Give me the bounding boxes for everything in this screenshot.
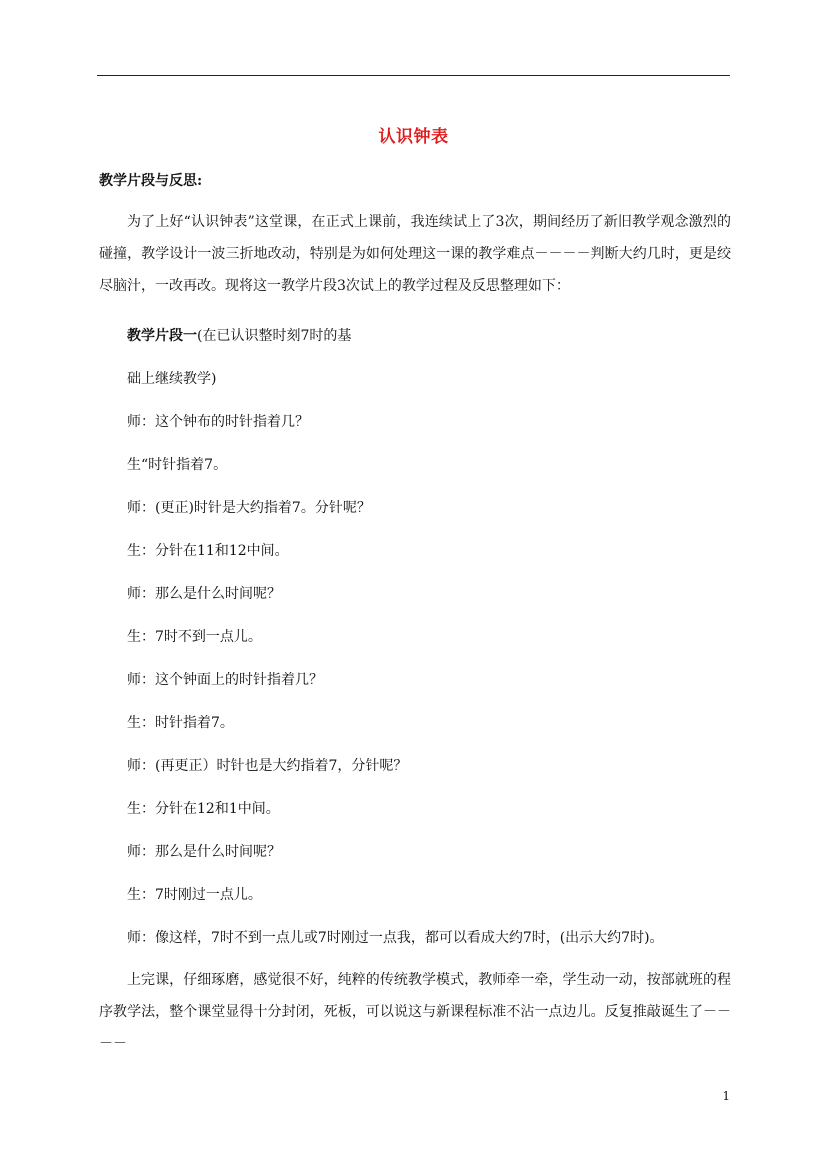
- segment-heading: [99, 325, 351, 345]
- header-rule: [97, 75, 730, 76]
- dialogue-line: 师：那么是什么时间呢？: [127, 586, 281, 602]
- document-title: 认识钟表: [378, 127, 449, 147]
- dialogue-line: 师：像这样，7时不到一点儿或7时刚过一点我，都可以看成大约7时，(出示大约7时)。: [127, 930, 664, 946]
- dialogue-line: 生：7时不到一点儿。: [127, 629, 262, 645]
- dialogue-line: 师：(再更正）时针也是大约指着7，分针呢？: [127, 758, 408, 774]
- segment-label: 教学片段一: [127, 328, 197, 344]
- dialogue-line: 生：时针指着7。: [127, 715, 234, 731]
- dialogue-line: 生：7时刚过一点儿。: [127, 887, 262, 903]
- dialogue-line: 师：这个钟布的时针指着几？: [127, 414, 309, 430]
- dialogue-line: 生“时针指着7。: [127, 457, 228, 473]
- page-number: 1: [722, 1089, 730, 1103]
- dialogue-line: 师：这个钟面上的时针指着几？: [127, 672, 323, 688]
- dialogue-line: 生：分针在11和12中间。: [127, 543, 289, 559]
- dialogue-line: 师：那么是什么时间呢？: [127, 844, 281, 860]
- dialogue-line: 师：(更正)时针是大约指着7。分针呢？: [127, 500, 371, 516]
- reflection-paragraph: 上完课，仔细琢磨，感觉很不好，纯粹的传统教学模式，教师牵一牵，学生动一动，按部就班的程序教学法，整个课堂显得十分封闭，死板，可以说这与新课程标准不沾一点边儿。反复推敲诞生了－－－－: [99, 972, 731, 1052]
- section-heading: 教学片段与反思:: [99, 173, 203, 189]
- segment-note-line2: 础上继续教学): [127, 371, 217, 387]
- segment-note-line1: (在已认识整时刻7时的基: [197, 328, 352, 344]
- dialogue-line: 生：分针在12和1中间。: [127, 801, 280, 817]
- intro-paragraph: 为了上好“认识钟表”这堂课，在正式上课前，我连续试上了3次，期间经历了新旧教学观念激烈的碰撞，教学设计一波三折地改动，特别是为如何处理这一课的教学难点－－－－判断大约几时，更是绞尽脑汁，一改再改。现将这一教学片段3次试上的教学过程及反思整理如下：: [99, 214, 731, 294]
